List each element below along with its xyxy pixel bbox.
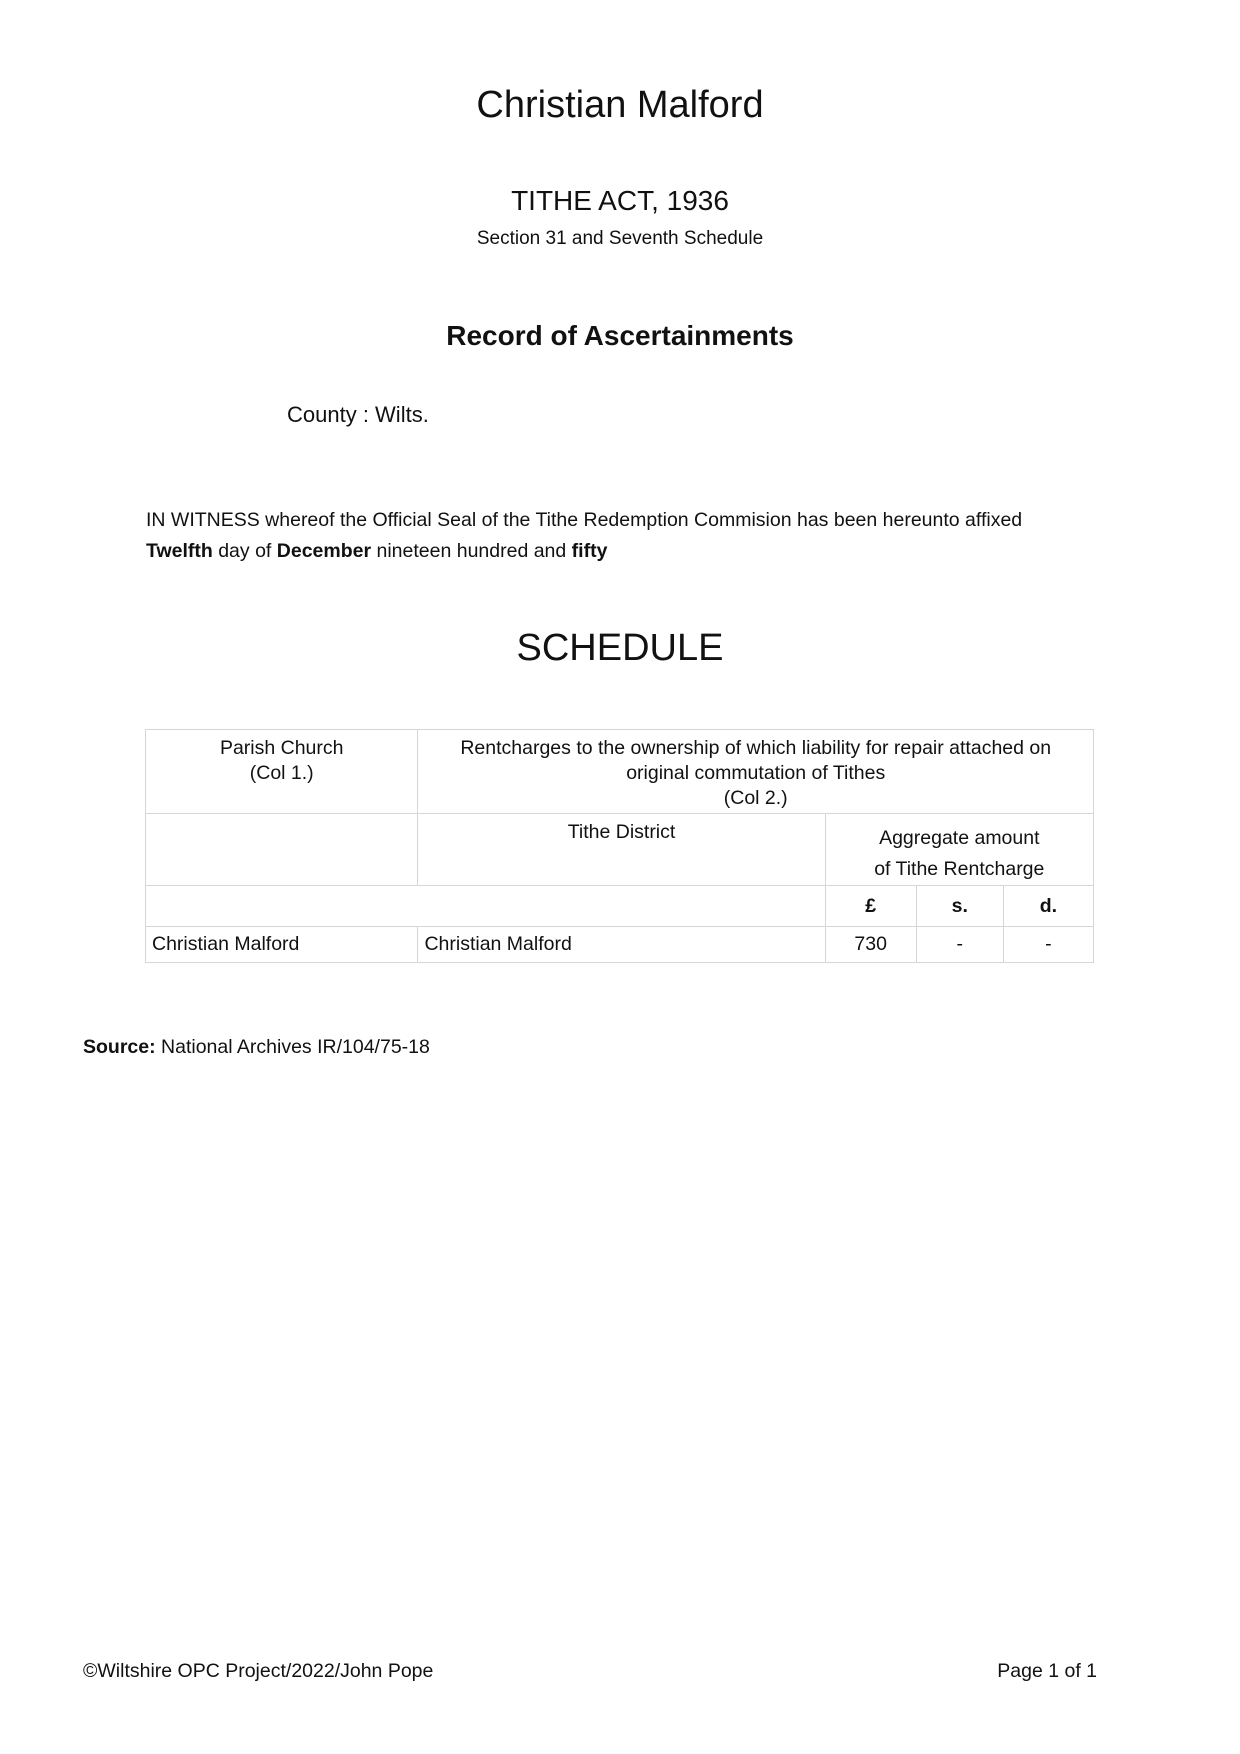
parish-cell: Christian Malford [146,927,418,963]
col2-header-line2: original commutation of Tithes [626,762,886,784]
source-text: National Archives IR/104/75-18 [155,1036,430,1058]
currency-header-row [146,886,1094,927]
act-title: TITHE ACT, 1936 [511,185,729,216]
witness-day: Twelfth [146,540,213,562]
col2-header-line1: Rentcharges to the ownership of which liability for repair attached on [460,737,1052,759]
schedule-title: SCHEDULE [516,627,724,669]
act-subtitle: Section 31 and Seventh Schedule [476,228,764,249]
document-title: Christian Malford [476,84,764,126]
witness-month: December [276,540,372,562]
district-cell: Christian Malford [418,927,825,963]
col1-header [146,730,418,814]
source-line [83,1036,430,1059]
witness-paragraph [146,505,1126,567]
county-line: County : Wilts. [287,402,429,427]
col2-header-line3: (Col 2.) [723,787,788,809]
record-title: Record of Ascertainments [446,320,794,351]
pence-cell: - [1003,927,1093,963]
schedule-header-row [146,730,1094,814]
empty-cell [146,886,826,927]
table-row [146,927,1094,963]
pounds-header: £ [825,886,916,927]
col2-header [418,730,1094,814]
pounds-cell: 730 [825,927,916,963]
source-label: Source: [83,1036,156,1058]
col1-header-line2: (Col 1.) [249,762,314,784]
district-header [418,814,825,886]
witness-year: fifty [571,540,608,562]
schedule-subheader-row [146,814,1094,886]
witness-text-2: day of [212,540,277,562]
aggregate-header [825,814,1093,886]
shillings-cell: - [916,927,1003,963]
witness-text-3: nineteen hundred and [371,540,572,562]
empty-cell [146,814,418,886]
footer-page-number: Page 1 of 1 [997,1660,1097,1682]
col1-header-line1: Parish Church [219,737,344,759]
pence-header: d. [1003,886,1093,927]
aggregate-header-line2: of Tithe Rentcharge [874,858,1045,880]
witness-text-1: IN WITNESS whereof the Official Seal of the Tithe Redemption Commision has been hereunto affixed [146,509,1023,531]
footer-copyright: ©Wiltshire OPC Project/2022/John Pope [83,1660,434,1682]
shillings-header: s. [916,886,1003,927]
schedule-table [145,729,1094,963]
district-header-text: Tithe District [567,821,676,843]
aggregate-header-line1: Aggregate amount [879,827,1040,849]
